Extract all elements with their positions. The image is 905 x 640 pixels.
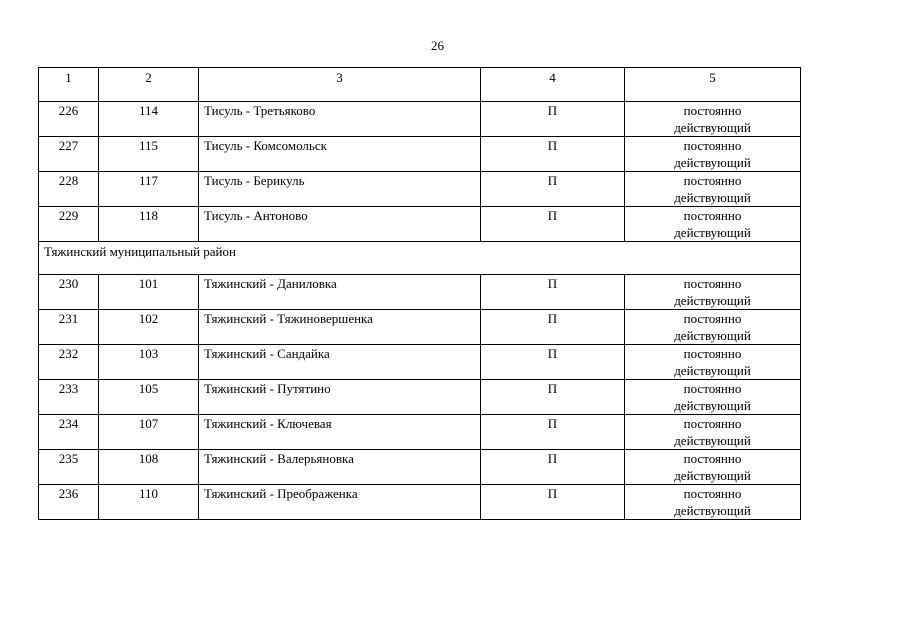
row-number-cell: 230	[39, 275, 99, 310]
table-header-row	[39, 68, 801, 102]
row-number-cell: 229	[39, 207, 99, 242]
row-number-cell: 235	[39, 450, 99, 485]
status-text: постоянно	[683, 103, 742, 118]
table-row	[39, 450, 801, 485]
table-row	[39, 137, 801, 172]
route-type-cell: П	[481, 310, 625, 345]
status-text: постоянно	[683, 381, 742, 396]
route-code-cell: 103	[99, 345, 199, 380]
header-cell-3: 3	[199, 68, 481, 102]
table-body	[39, 68, 801, 520]
status-text: действующий	[674, 398, 751, 413]
row-number-cell: 233	[39, 380, 99, 415]
status-text: постоянно	[683, 208, 742, 223]
status-text: действующий	[674, 120, 751, 135]
table-row	[39, 102, 801, 137]
route-type-cell: П	[481, 172, 625, 207]
status-text: действующий	[674, 293, 751, 308]
route-status-cell	[625, 137, 801, 172]
route-name-cell: Тяжинский - Путятино	[199, 380, 481, 415]
route-type-cell: П	[481, 102, 625, 137]
status-text: действующий	[674, 503, 751, 518]
section-title: Тяжинский муниципальный район	[39, 242, 801, 275]
route-type-cell: П	[481, 485, 625, 520]
route-status-cell	[625, 310, 801, 345]
route-status-cell	[625, 345, 801, 380]
status-text: действующий	[674, 225, 751, 240]
header-cell-1: 1	[39, 68, 99, 102]
table-row	[39, 415, 801, 450]
status-text: постоянно	[683, 173, 742, 188]
status-text: постоянно	[683, 276, 742, 291]
table-row	[39, 310, 801, 345]
table-row	[39, 345, 801, 380]
route-name-cell: Тисуль - Комсомольск	[199, 137, 481, 172]
route-name-cell: Тяжинский - Тяжиновершенка	[199, 310, 481, 345]
row-number-cell: 234	[39, 415, 99, 450]
route-status-cell	[625, 450, 801, 485]
table-row	[39, 380, 801, 415]
row-number-cell: 232	[39, 345, 99, 380]
route-status-cell	[625, 102, 801, 137]
route-type-cell: П	[481, 415, 625, 450]
row-number-cell: 228	[39, 172, 99, 207]
table-row	[39, 485, 801, 520]
status-text: постоянно	[683, 346, 742, 361]
route-code-cell: 105	[99, 380, 199, 415]
route-type-cell: П	[481, 275, 625, 310]
route-type-cell: П	[481, 380, 625, 415]
status-text: постоянно	[683, 138, 742, 153]
status-text: действующий	[674, 468, 751, 483]
route-name-cell: Тисуль - Берикуль	[199, 172, 481, 207]
status-text: действующий	[674, 190, 751, 205]
row-number-cell: 231	[39, 310, 99, 345]
route-status-cell	[625, 415, 801, 450]
route-name-cell: Тяжинский - Даниловка	[199, 275, 481, 310]
route-name-cell: Тяжинский - Валерьяновка	[199, 450, 481, 485]
status-text: действующий	[674, 433, 751, 448]
row-number-cell: 226	[39, 102, 99, 137]
route-name-cell: Тяжинский - Преображенка	[199, 485, 481, 520]
route-name-cell: Тисуль - Третьяково	[199, 102, 481, 137]
route-status-cell	[625, 172, 801, 207]
route-type-cell: П	[481, 450, 625, 485]
route-code-cell: 101	[99, 275, 199, 310]
route-code-cell: 102	[99, 310, 199, 345]
table-row	[39, 207, 801, 242]
status-text: постоянно	[683, 416, 742, 431]
status-text: действующий	[674, 363, 751, 378]
page-number: 26	[431, 38, 444, 53]
route-code-cell: 117	[99, 172, 199, 207]
route-code-cell: 115	[99, 137, 199, 172]
status-text: постоянно	[683, 451, 742, 466]
route-status-cell	[625, 380, 801, 415]
status-text: действующий	[674, 155, 751, 170]
status-text: постоянно	[683, 486, 742, 501]
table-row	[39, 172, 801, 207]
row-number-cell: 227	[39, 137, 99, 172]
header-cell-5: 5	[625, 68, 801, 102]
route-status-cell	[625, 275, 801, 310]
status-text: действующий	[674, 328, 751, 343]
section-row	[39, 242, 801, 275]
route-code-cell: 110	[99, 485, 199, 520]
route-code-cell: 114	[99, 102, 199, 137]
route-type-cell: П	[481, 207, 625, 242]
route-status-cell	[625, 207, 801, 242]
routes-table	[38, 67, 801, 520]
route-type-cell: П	[481, 345, 625, 380]
route-name-cell: Тяжинский - Ключевая	[199, 415, 481, 450]
route-type-cell: П	[481, 137, 625, 172]
route-status-cell	[625, 485, 801, 520]
row-number-cell: 236	[39, 485, 99, 520]
route-code-cell: 108	[99, 450, 199, 485]
table-row	[39, 275, 801, 310]
route-code-cell: 107	[99, 415, 199, 450]
route-code-cell: 118	[99, 207, 199, 242]
status-text: постоянно	[683, 311, 742, 326]
route-name-cell: Тяжинский - Сандайка	[199, 345, 481, 380]
header-cell-4: 4	[481, 68, 625, 102]
route-name-cell: Тисуль - Антоново	[199, 207, 481, 242]
header-cell-2: 2	[99, 68, 199, 102]
